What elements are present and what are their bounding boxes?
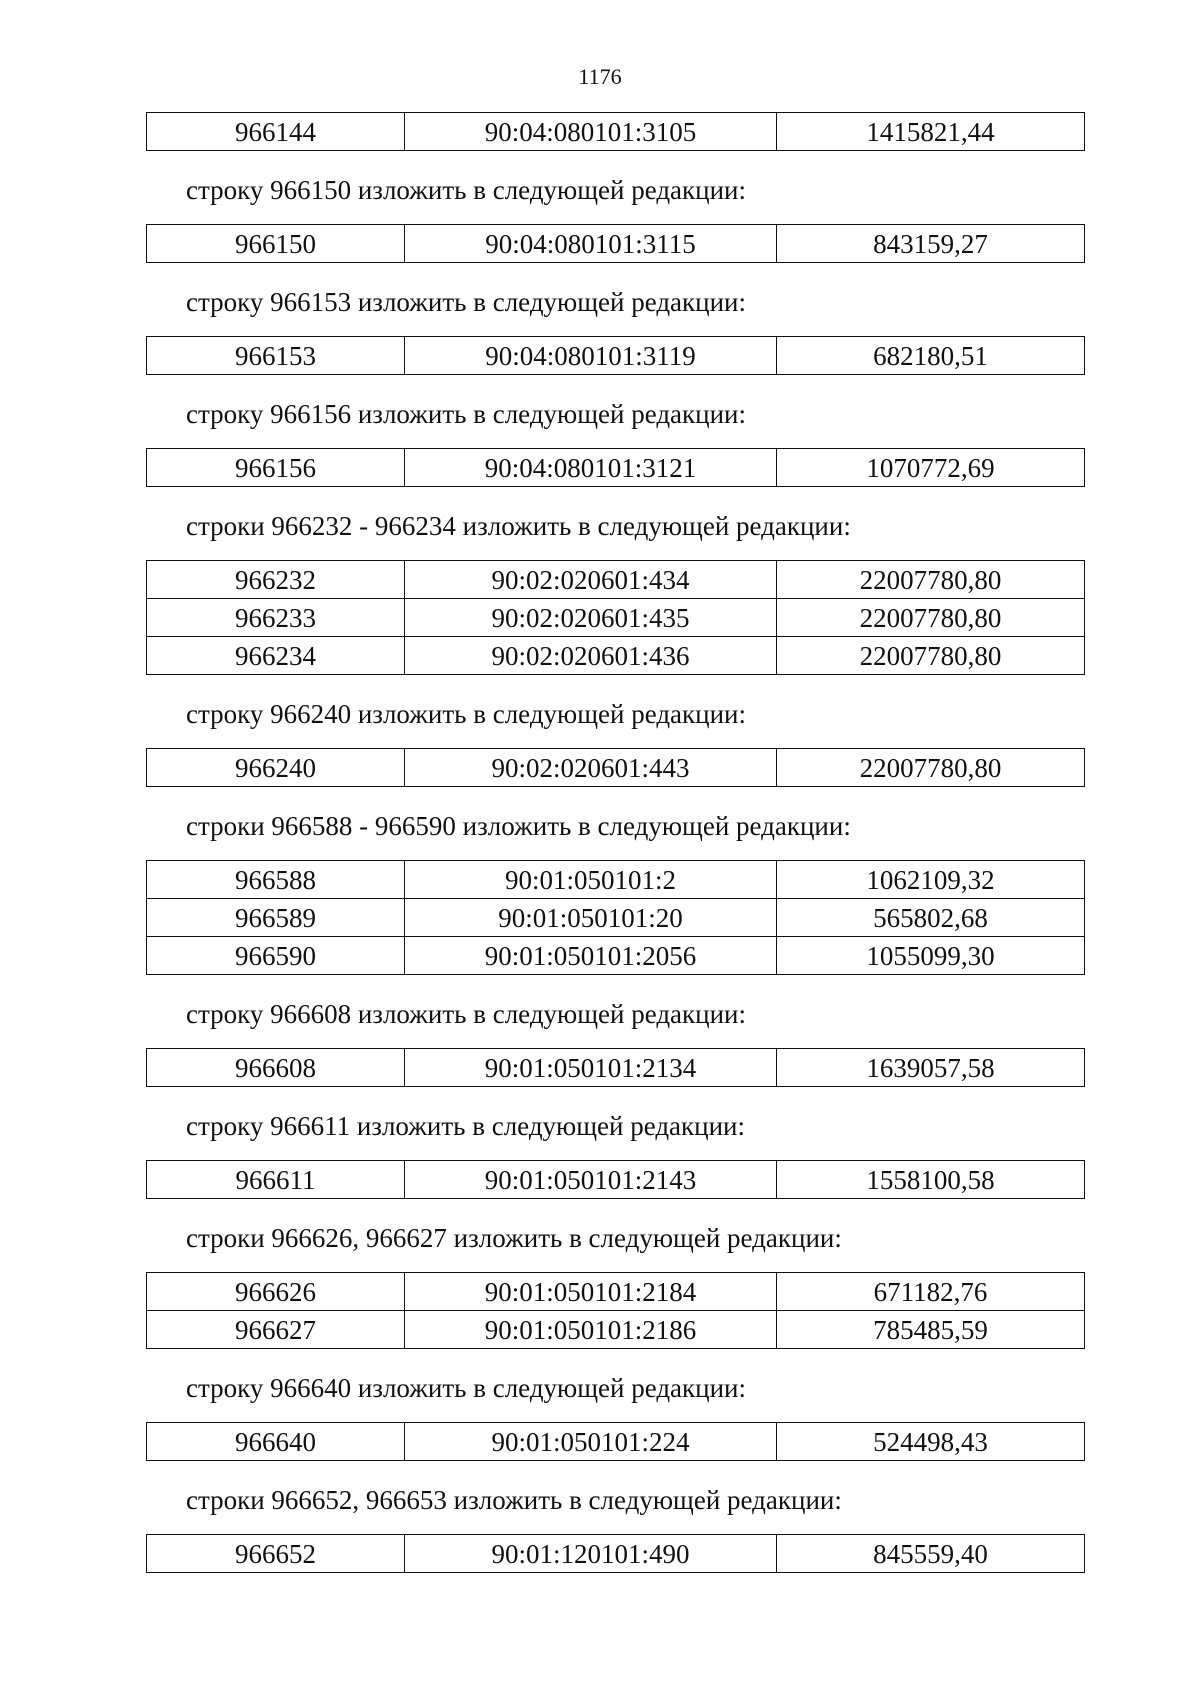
cadastral-number-cell: 90:01:050101:2143 (405, 1161, 777, 1199)
register-table (146, 1272, 1085, 1349)
amendment-block (146, 175, 1084, 263)
cadastral-number-cell: 90:02:020601:436 (405, 637, 777, 675)
instruction-text: строку 966150 изложить в следующей редакции: (186, 175, 747, 205)
row-number-cell: 966590 (147, 937, 405, 975)
row-number-cell: 966240 (147, 749, 405, 787)
cadastral-number-cell: 90:04:080101:3121 (405, 449, 777, 487)
amendment-block (146, 112, 1084, 151)
register-table (146, 1160, 1085, 1199)
amendment-block (146, 699, 1084, 787)
amendment-block (146, 811, 1084, 975)
amendment-block (146, 1485, 1084, 1573)
value-cell: 565802,68 (777, 899, 1085, 937)
cadastral-number-cell: 90:01:050101:2134 (405, 1049, 777, 1087)
amendment-block (146, 399, 1084, 487)
value-cell: 22007780,80 (777, 637, 1085, 675)
value-cell: 22007780,80 (777, 749, 1085, 787)
instruction-text: строку 966240 изложить в следующей редакции: (186, 699, 747, 729)
table-row (147, 1535, 1085, 1573)
row-number-cell: 966153 (147, 337, 405, 375)
row-number-cell: 966150 (147, 225, 405, 263)
instruction-text: строки 966652, 966653 изложить в следующей редакции: (186, 1485, 842, 1515)
cadastral-number-cell: 90:04:080101:3119 (405, 337, 777, 375)
cadastral-number-cell: 90:01:050101:2184 (405, 1273, 777, 1311)
table-row (147, 749, 1085, 787)
register-table (146, 860, 1085, 975)
table-row (147, 599, 1085, 637)
amendment-block (146, 511, 1084, 675)
table-row (147, 1311, 1085, 1349)
value-cell: 843159,27 (777, 225, 1085, 263)
amendment-block (146, 1373, 1084, 1461)
value-cell: 22007780,80 (777, 599, 1085, 637)
row-number-cell: 966611 (147, 1161, 405, 1199)
instruction-text: строку 966611 изложить в следующей редакции: (186, 1111, 746, 1141)
cadastral-number-cell: 90:02:020601:443 (405, 749, 777, 787)
table-row (147, 337, 1085, 375)
page-number: 1176 (578, 64, 622, 89)
value-cell: 1070772,69 (777, 449, 1085, 487)
cadastral-number-cell: 90:02:020601:435 (405, 599, 777, 637)
table-row (147, 1161, 1085, 1199)
row-number-cell: 966234 (147, 637, 405, 675)
table-row (147, 937, 1085, 975)
cadastral-number-cell: 90:01:050101:224 (405, 1423, 777, 1461)
value-cell: 845559,40 (777, 1535, 1085, 1573)
value-cell: 682180,51 (777, 337, 1085, 375)
value-cell: 1062109,32 (777, 861, 1085, 899)
register-table (146, 448, 1085, 487)
value-cell: 1639057,58 (777, 1049, 1085, 1087)
row-number-cell: 966652 (147, 1535, 405, 1573)
row-number-cell: 966608 (147, 1049, 405, 1087)
table-row (147, 899, 1085, 937)
row-number-cell: 966144 (147, 113, 405, 151)
cadastral-number-cell: 90:04:080101:3105 (405, 113, 777, 151)
row-number-cell: 966232 (147, 561, 405, 599)
register-table (146, 1048, 1085, 1087)
document-body (146, 112, 1084, 1573)
value-cell: 22007780,80 (777, 561, 1085, 599)
row-number-cell: 966627 (147, 1311, 405, 1349)
table-row (147, 1273, 1085, 1311)
instruction-text: строки 966232 - 966234 изложить в следующей редакции: (186, 511, 851, 541)
register-table (146, 748, 1085, 787)
row-number-cell: 966233 (147, 599, 405, 637)
register-table (146, 336, 1085, 375)
cadastral-number-cell: 90:01:050101:20 (405, 899, 777, 937)
table-row (147, 1049, 1085, 1087)
cadastral-number-cell: 90:01:050101:2 (405, 861, 777, 899)
instruction-text: строку 966608 изложить в следующей редакции: (186, 999, 747, 1029)
instruction-text: строки 966626, 966627 изложить в следующей редакции: (186, 1223, 842, 1253)
value-cell: 1415821,44 (777, 113, 1085, 151)
table-row (147, 449, 1085, 487)
table-row (147, 225, 1085, 263)
table-row (147, 1423, 1085, 1461)
row-number-cell: 966640 (147, 1423, 405, 1461)
table-row (147, 861, 1085, 899)
value-cell: 671182,76 (777, 1273, 1085, 1311)
row-number-cell: 966588 (147, 861, 405, 899)
value-cell: 1558100,58 (777, 1161, 1085, 1199)
amendment-block (146, 1223, 1084, 1349)
instruction-text: строку 966156 изложить в следующей редакции: (186, 399, 747, 429)
row-number-cell: 966156 (147, 449, 405, 487)
value-cell: 785485,59 (777, 1311, 1085, 1349)
register-table (146, 1422, 1085, 1461)
table-row (147, 637, 1085, 675)
table-row (147, 561, 1085, 599)
register-table (146, 112, 1085, 151)
cadastral-number-cell: 90:01:120101:490 (405, 1535, 777, 1573)
instruction-text: строку 966153 изложить в следующей редакции: (186, 287, 747, 317)
value-cell: 1055099,30 (777, 937, 1085, 975)
row-number-cell: 966589 (147, 899, 405, 937)
row-number-cell: 966626 (147, 1273, 405, 1311)
cadastral-number-cell: 90:04:080101:3115 (405, 225, 777, 263)
table-row (147, 113, 1085, 151)
register-table (146, 560, 1085, 675)
cadastral-number-cell: 90:01:050101:2056 (405, 937, 777, 975)
register-table (146, 224, 1085, 263)
amendment-block (146, 999, 1084, 1087)
value-cell: 524498,43 (777, 1423, 1085, 1461)
instruction-text: строки 966588 - 966590 изложить в следующей редакции: (186, 811, 851, 841)
cadastral-number-cell: 90:02:020601:434 (405, 561, 777, 599)
amendment-block (146, 1111, 1084, 1199)
cadastral-number-cell: 90:01:050101:2186 (405, 1311, 777, 1349)
instruction-text: строку 966640 изложить в следующей редакции: (186, 1373, 747, 1403)
amendment-block (146, 287, 1084, 375)
register-table (146, 1534, 1085, 1573)
